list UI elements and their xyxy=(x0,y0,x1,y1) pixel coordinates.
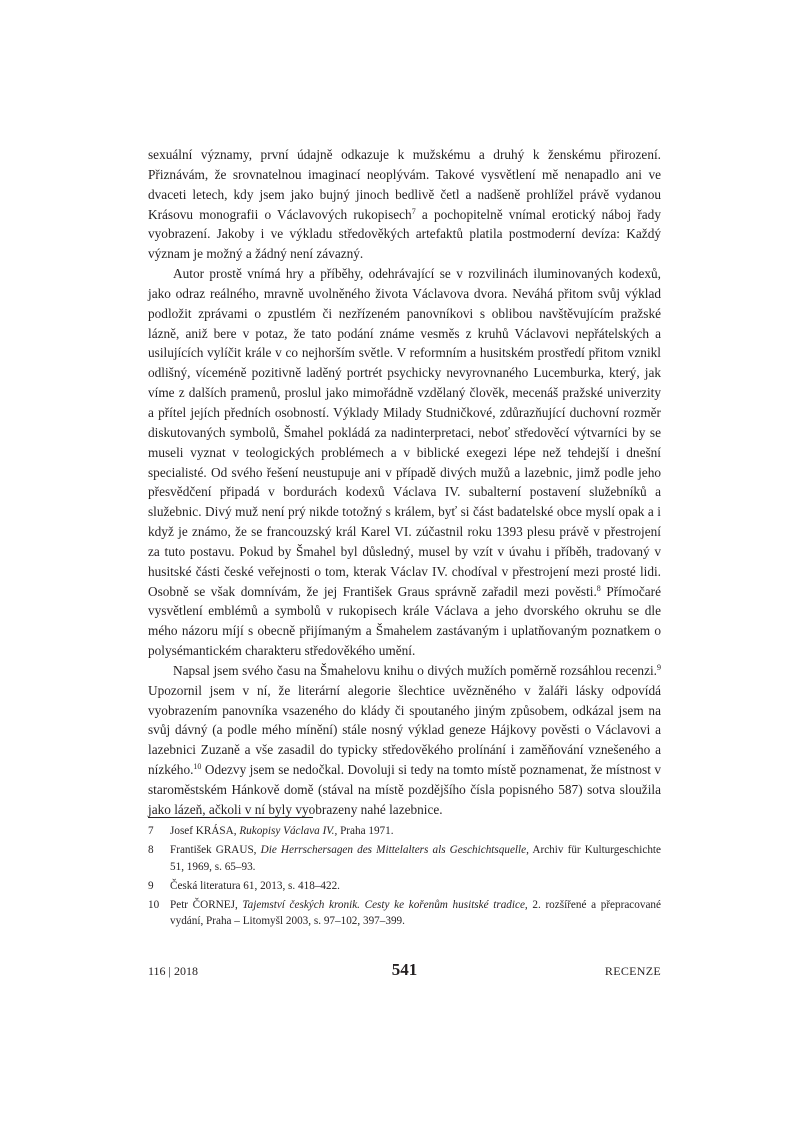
text-run: a pochopitelně vnímal erotický náboj řady vyobrazení. Jakoby i ve výkladu středověkých artefaktů platila postmoderní devíza: Každý význam je možný a žádný není závazný. xyxy=(148,206,661,262)
footnote xyxy=(148,878,661,895)
text-run: Odezvy jsem se nedočkal. Dovoluji si tedy na tomto místě poznamenat, že místnost v staroměstském Hánkově domě (stával na místě pozdějšího čísla popisného 587) sotva sloužila jako lázeň, ačkoli v ní byly vyobrazeny nahé lazebnice. xyxy=(148,762,661,817)
footnotes xyxy=(148,823,661,933)
footnote-number: 10 xyxy=(148,898,160,911)
footnote-reference: 9 xyxy=(657,662,661,672)
body-paragraph xyxy=(148,264,661,661)
footnote-text xyxy=(170,823,661,840)
italic-title: Rukopisy Václava IV., xyxy=(239,825,338,837)
footnote-number: 9 xyxy=(148,879,154,892)
text-run: Přímočaré vysvětlení emblémů a symbolů v rukopisech krále Václava a jeho dvorského okruhu se dle mého názoru míjí s obecně přijímaným a Šmahelem zastávaným i uplatňovaným poznatkem o polysémantickém charakteru středověkého umění. xyxy=(148,583,661,659)
footnote-reference: 7 xyxy=(411,206,416,216)
footnote-text xyxy=(170,842,661,875)
footnote-reference: 10 xyxy=(193,762,202,772)
footnote-reference: 8 xyxy=(596,583,601,593)
text-run: František GRAUS, xyxy=(170,844,261,857)
main-text xyxy=(148,145,661,820)
footnote xyxy=(148,897,661,930)
footnote-text xyxy=(170,897,661,930)
italic-title: Tajemství českých kronik. Cesty ke kořenům husitské tradice, xyxy=(242,898,528,911)
footnote-number: 7 xyxy=(148,825,154,837)
text-run: Josef KRÁSA, xyxy=(170,825,240,837)
text-run: sexuální významy, první údajně odkazuje k mužskému a druhý k ženskému přirození. Přiznávám, že srovnatelnou imaginací neoplývám. Takové vysvětlení mě nenapadlo ani ve dvaceti letech, kdy jsem jako bujný jinoch bedlivě četl a nadšeně prohlížel právě vydanou Krásovu monografii o Václavových rukopisech xyxy=(148,147,661,222)
page-footer xyxy=(148,960,661,984)
body-paragraph xyxy=(148,661,661,820)
text-run: Praha 1971. xyxy=(337,825,394,837)
footnote-text xyxy=(170,878,661,895)
text-run: Petr ČORNEJ, xyxy=(170,898,243,911)
journal-issue: 116 | 2018 xyxy=(148,964,198,978)
page-number: 541 xyxy=(391,960,418,979)
text-run: Upozornil jsem v ní, že literární alegorie šlechtice uvězněného v žaláři lásky odpovídá vyobrazením panovníka vsazeného do klády či spoutaného jiným způsobem, odkázal jsem na svůj dávný (a podle mého mínění) stále nosný výklad geneze Hájkovy pověsti o Václavovi a lazebnici Zuzaně a vše zasadil do typicky středověkého prolínání i zaměňování vznešeného a nízkého. xyxy=(148,682,661,778)
italic-title: Die Herrschersagen des Mittelalters als Geschichtsquelle, xyxy=(260,844,529,857)
text-run: Napsal jsem svého času na Šmahelovu knihu o divých mužích poměrně rozsáhlou recenzi. xyxy=(173,662,657,678)
body-paragraph xyxy=(148,145,661,264)
text-run: 2. rozšířené a přepracované vydání, Praha – Litomyšl 2003, s. 97–102, 397–399. xyxy=(170,898,661,928)
footnote xyxy=(148,842,661,875)
footnote-number: 8 xyxy=(148,844,154,857)
footnote-divider xyxy=(148,817,313,818)
footnote xyxy=(148,823,661,840)
text-run: Archiv für Kulturgeschichte 51, 1969, s. 65–93. xyxy=(170,844,662,873)
text-run: Česká literatura 61, 2013, s. 418–422. xyxy=(170,879,340,892)
text-run: Autor prostě vnímá hry a příběhy, odehrávající se v rozvilinách iluminovaných kodexů, jako odraz reálného, mravně uvolněného života Václavova dvora. Neváhá přitom svůj výklad podložit zprávami o zpustlém či nezřízeném panovníkovi s oblibou navštěvujícím pražské lázně, aniž bere v potaz, že tato podání známe vesměs z kruhů Václavovi nepřátelských a usilujících vylíčit krále v co nejhorším světle. V reformním a husitském prostředí přitom vznikl odlišný, víceméně pozitivně laděný portrét psychicky nevyrovnaného Lucemburka, který, jak víme z dalších pramenů, proslul jako mimořádně vzdělaný člověk, mecenáš pražské univerzity a přítel jejích předních osobností. Výklady Milady Studničkové, zdůrazňující duchovní rozměr diskutovaných symbolů, Šmahel pokládá za nadinterpretaci, neboť středověcí výtvarníci by se museli vyznat v teologických problémech a v biblické exegezi lépe než tehdejší i dnešní specialisté. Od svého řešení neustupuje ani v případě divých mužů a lazebnic, jimž podle jeho přesvědčení připadá v bordurách kodexů Václava IV. subalterní postavení služebníků a služebnic. Divý muž není prý nikde totožný s králem, byť si část badatelské obce myslí opak a i když je známo, že se francouzský král Karel VI. zúčastnil roku 1393 plesu právě v přestrojení za tuto postavu. Pokud by Šmahel byl důsledný, musel by vzít v úvahu i příběh, tradovaný v husitské části české veřejnosti o tom, kterak Václav IV. chodíval v přestrojení mezi prosté lidi. Osobně se však domnívám, že jej František Graus správně zařadil mezi pověsti. xyxy=(148,266,661,599)
section-label: RECENZE xyxy=(604,964,661,978)
